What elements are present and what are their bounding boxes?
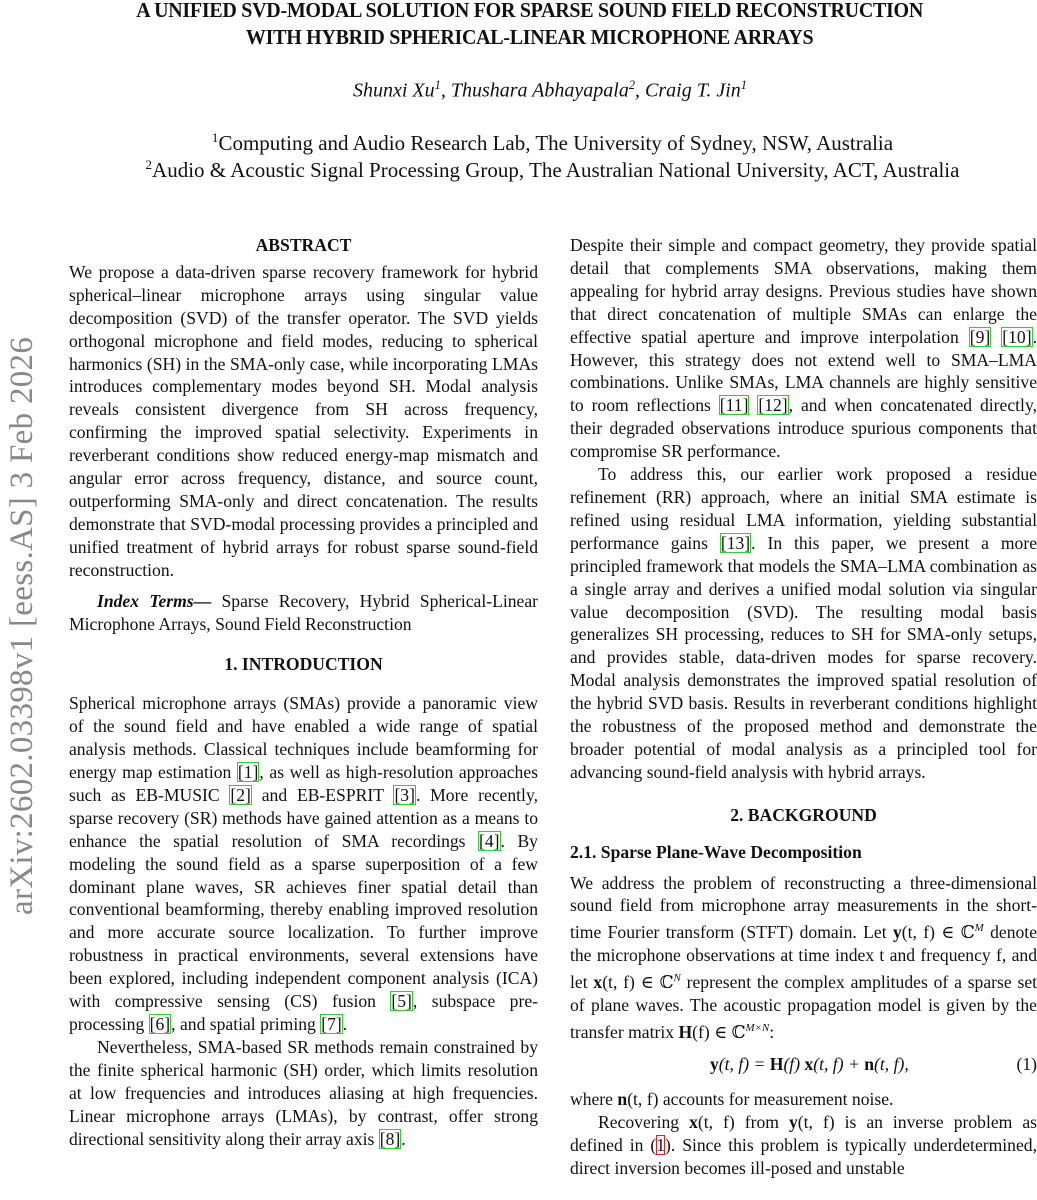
index-terms xyxy=(69,590,538,636)
equation-ref-link[interactable]: 1 xyxy=(656,1135,665,1156)
abstract-text: We propose a data-driven sparse recovery framework for hybrid spherical–linear microphone arrays using singular value decomposition (SVD) of the transfer operator. The SVD yields orthogonal microphone and field modes, reducing to spherical harmonics (SH) in the SMA-only case, while incorporating LMAs introduces complementary modes beyond SH. Modal analysis reveals consistent divergence from SH across frequency, confirming the improved spatial selectivity. Experiments in reverberant conditions show reduced energy-map mismatch and angular error across frequency, distance, and source count, outperforming SMA-only and direct concatenation. The results demonstrate that SVD-modal processing provides a principled and unified treatment of hybrid arrays for robust sparse sound-field reconstruction. xyxy=(69,261,538,580)
background-paragraph: We address the problem of reconstructing a three-dimensional sound field from microphone array measurements in the short-time Fourier transform (STFT) domain. Let y(t, f) ∈ ℂ$^M$ denote the microphone observations at time index t and frequency f, and let x(t, f) ∈ ℂ$^N$ represent the complex amplitudes of a sparse set of plane waves. The acoustic propagation model is given by the transfer matrix H(f) ∈ ℂ$^{M\times N}$: xyxy=(570,872,1037,1042)
author-name: Thushara Abhayapala xyxy=(450,79,629,102)
affil-text: Audio & Acoustic Signal Processing Group, The Australian National University, ACT, Australia xyxy=(152,158,960,182)
equation-number: (1) xyxy=(1016,1054,1037,1075)
affil-sup: 2 xyxy=(145,157,153,172)
background-paragraph: where n(t, f) accounts for measurement noise. xyxy=(570,1089,894,1110)
citation-link[interactable]: [7] xyxy=(321,1014,342,1034)
background-heading: 2. BACKGROUND xyxy=(730,804,877,825)
citation-link[interactable]: [1] xyxy=(237,762,259,783)
right-column xyxy=(570,234,1037,1180)
author-name: Shunxi Xu xyxy=(352,79,435,102)
math-superscript: N xyxy=(673,972,681,985)
citation-link[interactable]: [3] xyxy=(394,784,415,805)
citation-link[interactable]: [2] xyxy=(230,784,251,805)
paper-title xyxy=(60,0,999,51)
intro-paragraph: Nevertheless, SMA-based SR methods remain constrained by the finite spherical harmonic (SH) order, which limits resolution at low frequencies and introduces aliasing at high frequencies. Linear microphone arrays (LMAs), by contrast, offer strong directional sensitivity along their array axis [8]. xyxy=(69,1036,538,1149)
title-line-1: A UNIFIED SVD-MODAL SOLUTION FOR SPARSE SOUND FIELD RECONSTRUCTION xyxy=(136,0,923,22)
author-affil-sup: 1 xyxy=(434,78,441,92)
citation-link[interactable]: [8] xyxy=(379,1128,401,1149)
affiliation xyxy=(0,157,1037,183)
author-affil-sup: 2 xyxy=(628,78,636,92)
citation-link[interactable]: [6] xyxy=(149,1014,171,1034)
math-symbol: n xyxy=(617,1089,628,1110)
math-symbol: x xyxy=(593,971,603,992)
intro-heading: 1. INTRODUCTION xyxy=(224,654,383,675)
citation-link[interactable]: [5] xyxy=(391,991,412,1012)
citation-link[interactable]: [11] xyxy=(719,395,749,416)
citation-link[interactable]: [4] xyxy=(479,830,500,851)
intro-paragraph: Spherical microphone arrays (SMAs) provide a panoramic view of the sound field and have enabled a wide range of spatial analysis methods. Classical techniques include beamforming for energy map estimation [1], as well as high-resolution approaches such as EB-MUSIC [2] and EB-ESPRIT [3]. More recently, sparse recovery (SR) methods have gained attention as a means to enhance the spatial resolution of SMA recordings [4]. By modeling the sound field as a sparse superposition of a few dominant plane waves, SR achieves finer spatial detail than conventional beamforming, thereby enabling improved resolution and more accurate source localization. To further improve robustness in practical environments, several extensions have been explored, including independent component analysis (ICA) with compressive sensing (CS) fusion [5], subspace pre-processing [6], and spatial priming [7]. xyxy=(69,693,539,1034)
citation-link[interactable]: [12] xyxy=(758,395,788,416)
index-terms-label: Index Terms— xyxy=(97,590,212,611)
index-terms-text: Sparse Recovery, Hybrid Spherical-Linear Microphone Arrays, Sound Field Reconstruction xyxy=(69,590,538,634)
citation-link[interactable]: [9] xyxy=(969,326,991,347)
background-paragraph: Recovering x(t, f) from y(t, f) is an inverse problem as defined in (1). Since this problem is typically underdetermined, direct inversion becomes ill-posed and unstable xyxy=(570,1112,1037,1179)
affil-text: Computing and Audio Research Lab, The University of Sydney, NSW, Australia xyxy=(218,131,894,155)
citation-link[interactable]: [13] xyxy=(720,532,751,553)
math-symbol: y xyxy=(892,922,902,943)
affiliation xyxy=(0,130,1037,156)
math-symbol: x xyxy=(689,1112,698,1133)
citation-link[interactable]: [10] xyxy=(1002,326,1032,347)
abstract-heading: ABSTRACT xyxy=(255,235,352,255)
subsection-heading: 2.1. Sparse Plane-Wave Decomposition xyxy=(570,841,862,862)
equation-1 xyxy=(570,1053,1037,1076)
math-superscript: M xyxy=(974,922,984,935)
intro-paragraph: To address this, our earlier work proposed a residue refinement (RR) approach, where an initial SMA estimate is refined using residual LMA information, yielding substantial performance gains [13]. In this paper, we present a more principled framework that models the SMA–LMA combination as a single array and derives a unified modal solution via singular value decomposition (SVD). The resulting modal basis generalizes SH processing, reduces to SH for SMA-only setups, and provides stable, data-driven modes for sparse recovery. Modal analysis demonstrates the improved spatial resolution of the hybrid SVD basis. Results in reverberant conditions highlight the robustness of the proposed method and demonstrate the broader potential of modal analysis as a principled tool for advancing sound-field analysis with hybrid arrays. xyxy=(570,464,1037,782)
affil-sup: 1 xyxy=(211,130,219,145)
title-line-2: WITH HYBRID SPHERICAL-LINEAR MICROPHONE ARRAYS xyxy=(245,25,814,49)
intro-paragraph: Despite their simple and compact geometry, they provide spatial detail that complements SMA observations, making them appealing for hybrid array designs. Previous studies have shown that direct concatenation of multiple SMAs can enlarge the effective spatial aperture and improve interpolation [9] [10]. However, this strategy does not extend well to SMA–LMA combinations. Unlike SMAs, LMA channels are highly sensitive to room reflections [11] [12], and when concatenated directly, their degraded observations introduce spurious components that compromise SR performance. xyxy=(570,235,1037,462)
author-list: Shunxi Xu$^1$, Thushara Abhayapala$^2$, Craig T. Jin$^1$ xyxy=(352,78,747,102)
math-symbol: y xyxy=(788,1112,798,1133)
math-superscript: M×N xyxy=(745,1021,770,1034)
equation-body: y(t, f) = H(f) x(t, f) + n(t, f), xyxy=(710,1054,909,1075)
math-symbol: H xyxy=(678,1021,693,1042)
left-column xyxy=(69,234,538,1150)
arxiv-identifier[interactable]: arXiv:2602.03398v1 [eess.AS] 3 Feb 2026 xyxy=(4,336,40,915)
author-affil-sup: 1 xyxy=(740,78,747,92)
author-name: Craig T. Jin xyxy=(645,79,741,102)
